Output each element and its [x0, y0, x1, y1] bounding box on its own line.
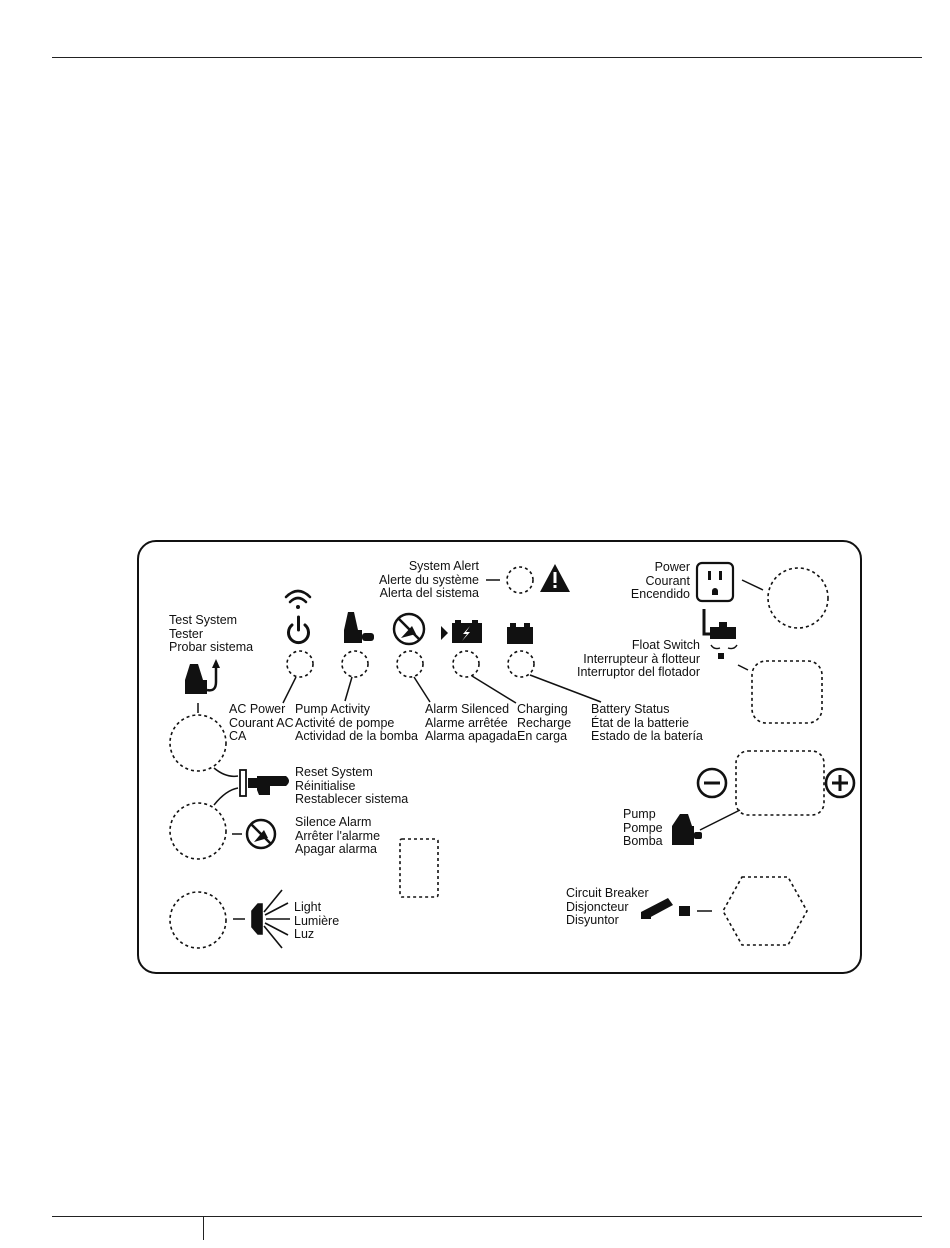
float-switch-port [752, 661, 822, 723]
pump-icon [344, 612, 374, 643]
leader-charging [472, 676, 516, 703]
ac-power-label: AC Power Courant AC CA [229, 702, 294, 743]
circuit-breaker-label: Circuit Breaker Disjoncteur Disyuntor [566, 886, 649, 927]
pump-activity-label: Pump Activity Activité de pompe Actividad de la bomba [295, 702, 418, 743]
reset-system-button [170, 803, 226, 859]
alarm-silenced-icon [394, 614, 424, 644]
pump-large-icon [672, 814, 702, 845]
leader-reset-lower [214, 788, 238, 805]
pump-activity-led [342, 651, 368, 677]
leader-power [742, 580, 763, 590]
alarm-silenced-led [397, 651, 423, 677]
float-switch-icon [704, 609, 737, 659]
charging-battery-icon [441, 620, 482, 643]
reset-system-label: Reset System Réinitialise Restablecer sistema [295, 765, 409, 806]
battery-status-led [508, 651, 534, 677]
test-pump-icon [185, 659, 220, 694]
reset-hand-icon [240, 770, 289, 796]
power-icon [289, 617, 309, 643]
pump-port [736, 751, 824, 815]
light-icon [252, 890, 290, 948]
wifi-icon [286, 591, 310, 609]
leader-ac-power [283, 677, 296, 703]
system-alert-label: System Alert Alerte du système Alerta del sistema [378, 559, 479, 600]
minus-icon [698, 769, 726, 797]
power-outlet-button [768, 568, 828, 628]
system-alert-led [507, 567, 533, 593]
pump-label: Pump Pompe Bomba [623, 807, 663, 848]
leader-pump-activity [345, 677, 352, 701]
circuit-breaker-port [723, 877, 807, 945]
center-port [400, 839, 438, 897]
charging-label: Charging Recharge En carga [517, 702, 572, 743]
silence-alarm-label: Silence Alarm Arrêter l'alarme Apagar alarma [295, 815, 381, 856]
panel-outline [138, 541, 861, 973]
leader-alarm-silenced [414, 677, 430, 702]
light-label: Light Lumière Luz [294, 900, 340, 941]
battery-icon [507, 623, 533, 644]
test-system-button [170, 715, 226, 771]
test-system-label: Test System Tester Probar sistema [169, 613, 254, 654]
alarm-silenced-label: Alarm Silenced Alarme arrêtée Alarma apagada [425, 702, 517, 743]
ac-power-led [287, 651, 313, 677]
power-label: Power Courant Encendido [630, 560, 690, 601]
charging-led [453, 651, 479, 677]
plus-icon [826, 769, 854, 797]
silence-alarm-icon [247, 820, 275, 848]
float-switch-label: Float Switch Interrupteur à flotteur Interruptor del flotador [577, 638, 700, 679]
leader-reset-upper [214, 768, 238, 776]
outlet-icon [697, 563, 733, 601]
battery-status-label: Battery Status État de la batterie Estado de la batería [591, 702, 703, 743]
light-button [170, 892, 226, 948]
warning-triangle-icon [540, 564, 570, 592]
leader-float-switch [738, 665, 748, 670]
leader-pump [700, 810, 740, 830]
